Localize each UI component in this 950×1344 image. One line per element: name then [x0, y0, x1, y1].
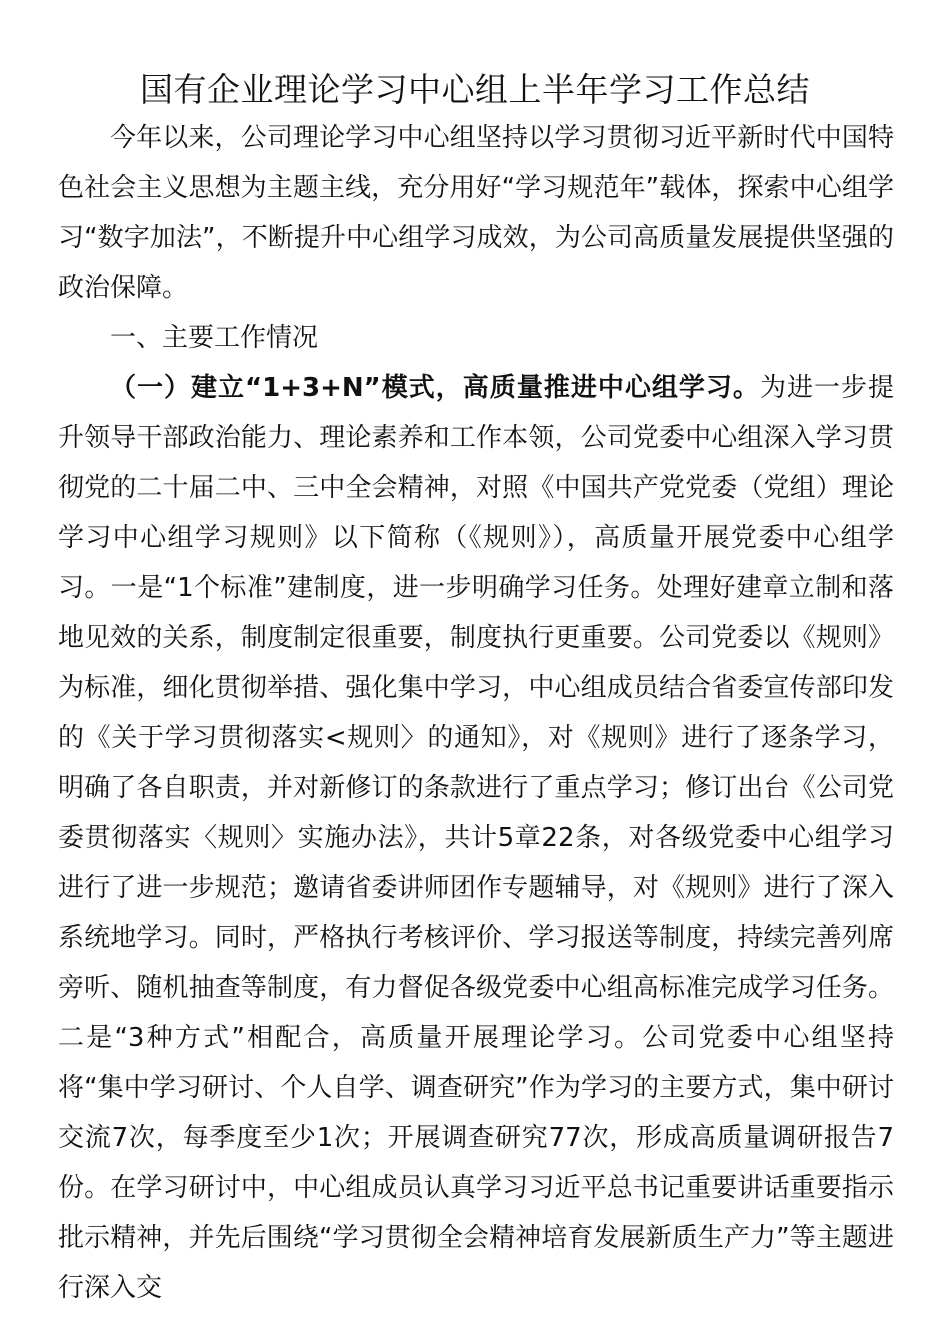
intro-paragraph: 今年以来，公司理论学习中心组坚持以学习贯彻习近平新时代中国特色社会主义思想为主题主线，充分用好“学习规范年”载体，探索中心组学习“数字加法”，不断提升中心组学习成效，为公司高质量发展提供坚强的政治保障。: [58, 123, 894, 303]
subsection-text: 为进一步提升领导干部政治能力、理论素养和工作本领，公司党委中心组深入学习贯彻党的二十届二中、三中全会精神，对照《中国共产党党委（党组）理论学习中心组学习规则》以下简称（《规则》），高质量开展党委中心组学习。一是“1个标准”建制度，进一步明确学习任务。处理好建章立制和落地见效的关系，制度制定很重要，制度执行更重要。公司党委以《规则》为标准，细化贯彻举措、强化集中学习，中心组成员结合省委宣传部印发的《关于学习贯彻落实<规则〉的通知》，对《规则》进行了逐条学习，明确了各自职责，并对新修订的条款进行了重点学习；修订出台《公司党委贯彻落实〈规则〉实施办法》，共计5章22条，对各级党委中心组学习进行了进一步规范；邀请省委讲师团作专题辅导，对《规则》进行了深入系统地学习。同时，严格执行考核评价、学习报送等制度，持续完善列席旁听、随机抽查等制度，有力督促各级党委中心组高标准完成学习任务。二是“3种方式”相配合，高质量开展理论学习。公司党委中心组坚持将“集中学习研讨、个人自学、调查研究”作为学习的主要方式，集中研讨交流7次，每季度至少1次；开展调查研究77次，形成高质量调研报告7份。在学习研讨中，中心组成员认真学习习近平总书记重要讲话重要指示批示精神，并先后围绕“学习贯彻全会精神培育发展新质生产力”等主题进行深入交: [58, 373, 894, 1303]
document-body: [58, 113, 894, 1313]
subsection-bold-lead: （一）建立“1+3+N”模式，高质量推进中心组学习。: [110, 373, 760, 403]
subsection-paragraph: [58, 363, 894, 1313]
section-heading: 一、主要工作情况: [110, 323, 319, 353]
document-title: 国有企业理论学习中心组上半年学习工作总结: [140, 70, 810, 109]
